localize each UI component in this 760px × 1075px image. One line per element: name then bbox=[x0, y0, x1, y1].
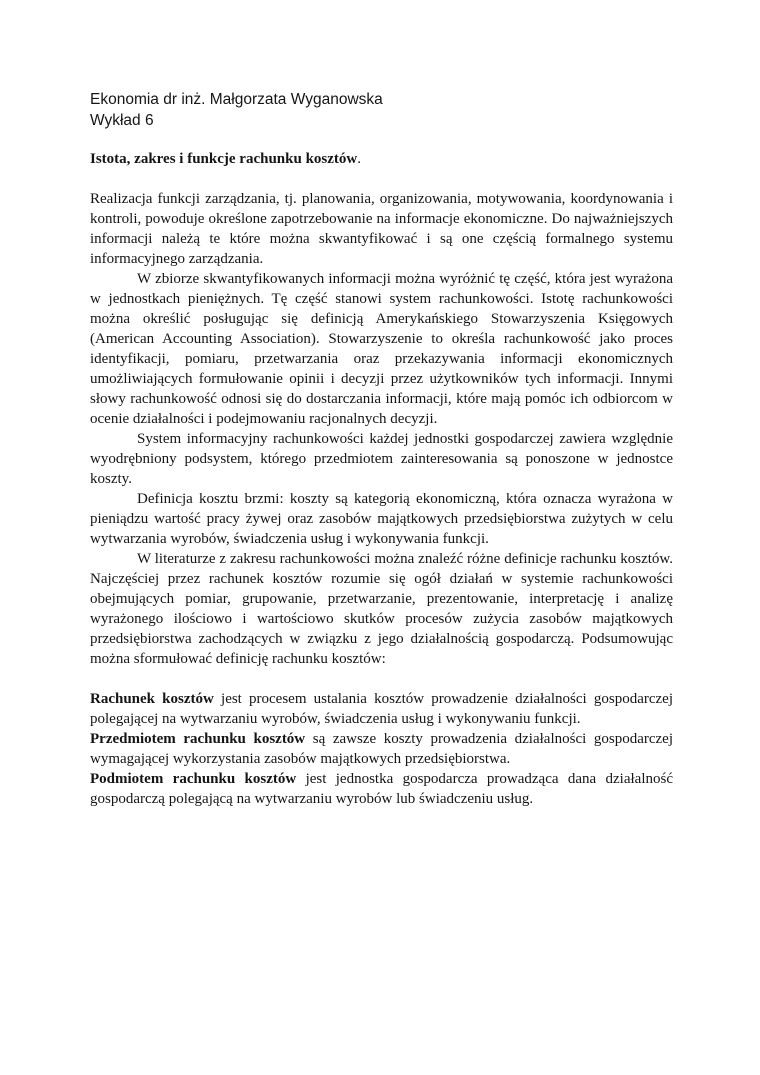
section-title-text: Istota, zakres i funkcje rachunku kosztów bbox=[90, 151, 358, 167]
header-author-line: Ekonomia dr inż. Małgorzata Wyganowska bbox=[90, 91, 383, 108]
document-header bbox=[90, 89, 650, 131]
definition-przedmiot bbox=[90, 729, 673, 769]
paragraph-4: Definicja kosztu brzmi: koszty są kategorią ekonomiczną, która oznacza wyrażona w pieniądzu wartość pracy żywej oraz zasobów majątkowych przedsiębiorstwa zużytych w celu wytwarzania wyrobów, świadczenia usług i wykonywania funkcji. bbox=[90, 491, 673, 547]
definition-rachunek bbox=[90, 689, 673, 729]
definition-text: są zawsze koszty prowadzenia działalności gospodarczej wymagającej wykorzystania zasobów majątkowych przedsiębiorstwa. bbox=[90, 731, 674, 767]
section-title bbox=[90, 149, 673, 169]
paragraph-2: W zbiorze skwantyfikowanych informacji można wyróżnić tę część, która jest wyrażona w jednostkach pieniężnych. Tę część stanowi system rachunkowości. Istotę rachunkowości można określić posługując się definicją Amerykańskiego Stowarzyszenia Księgowych (American Accounting Association). Stowarzyszenie to określa rachunkowość jako proces identyfikacji, pomiaru, przetwarzania oraz przekazywania informacji ekonomicznych umożliwiających formułowanie opinii i decyzji przez użytkowników tych informacji. Innymi słowy rachunkowość odnosi się do dostarczania informacji, które mają pomóc ich odbiorcom w ocenie działalności i podejmowaniu racjonalnych decyzji. bbox=[90, 271, 673, 427]
spacer bbox=[90, 669, 673, 689]
definition-term: Rachunek kosztów bbox=[90, 691, 214, 707]
header-lecture-line: Wykład 6 bbox=[90, 112, 154, 129]
spacer bbox=[90, 169, 673, 189]
section-title-punct: . bbox=[357, 151, 361, 167]
paragraph-3: System informacyjny rachunkowości każdej jednostki gospodarczej zawiera względnie wyodrębniony podsystem, którego przedmiotem zainteresowania są ponoszone w jednostce koszty. bbox=[90, 431, 673, 487]
definition-term: Podmiotem rachunku kosztów bbox=[90, 771, 297, 787]
definition-text: jest jednostka gospodarcza prowadząca dana działalność gospodarczą polegającą na wytwarzaniu wyrobów lub świadczeniu usług. bbox=[90, 771, 673, 807]
definition-podmiot bbox=[90, 769, 673, 809]
definition-term: Przedmiotem rachunku kosztów bbox=[90, 731, 306, 747]
paragraph-1: Realizacja funkcji zarządzania, tj. planowania, organizowania, motywowania, koordynowania i kontroli, powoduje określone zapotrzebowanie na informacje ekonomiczne. Do najważniejszych informacji należą te które można skwantyfikować i są one częścią formalnego systemu informacyjnego zarządzania. bbox=[90, 191, 673, 267]
definition-text: jest procesem ustalania kosztów prowadzenie działalności gospodarczej polegającej na wytwarzaniu wyrobów, świadczenia usług i wykonywaniu funkcji. bbox=[90, 691, 674, 727]
paragraph-5: W literaturze z zakresu rachunkowości można znaleźć różne definicje rachunku kosztów. Najczęściej przez rachunek kosztów rozumie się ogół działań w systemie rachunkowości obejmujących pomiar, grupowanie, przetwarzanie, prezentowanie, interpretację i analizę wyrażonego ilościowo i wartościowo skutków procesów zużycia zasobów majątkowych przedsiębiorstwa zachodzących w związku z jego działalnością gospodarczą. Podsumowując można sformułować definicję rachunku kosztów: bbox=[90, 551, 673, 667]
document-body bbox=[90, 149, 673, 809]
